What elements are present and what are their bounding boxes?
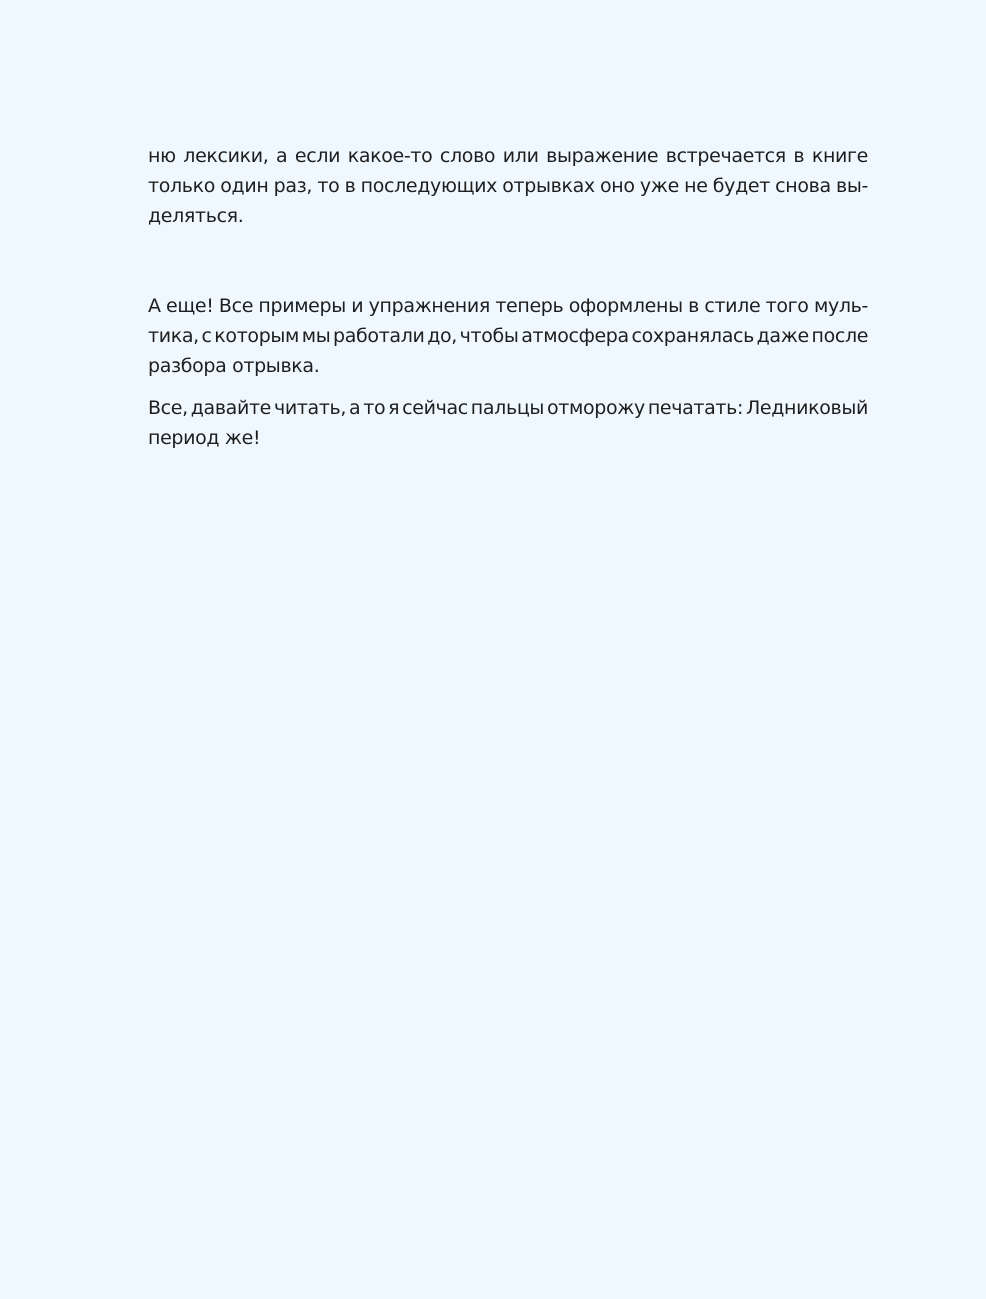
paragraph-3-line-1: Все, давайте читать, а то я сейчас пальцы отморожу печатать: Ледниковый xyxy=(148,397,868,419)
paragraph-3 xyxy=(148,393,868,453)
book-page-text xyxy=(148,141,868,453)
paragraph-2 xyxy=(148,291,868,381)
paragraph-1-line-3: деляться. xyxy=(148,205,244,227)
paragraph-1 xyxy=(148,141,868,231)
paragraph-2-line-1: А еще! Все примеры и упражнения теперь оформлены в стиле того муль- xyxy=(148,295,868,317)
paragraph-2-line-2: тика, с которым мы работали до, чтобы атмосфера сохранялась даже после xyxy=(148,325,869,347)
paragraph-1-line-2: только один раз, то в последующих отрывках оно уже не будет снова вы- xyxy=(148,175,868,197)
paragraph-2-line-3: разбора отрывка. xyxy=(148,355,320,377)
paragraph-1-line-1: ню лексики, а если какое-то слово или выражение встречается в книге xyxy=(148,145,868,167)
paragraph-3-line-2: период же! xyxy=(148,427,261,449)
